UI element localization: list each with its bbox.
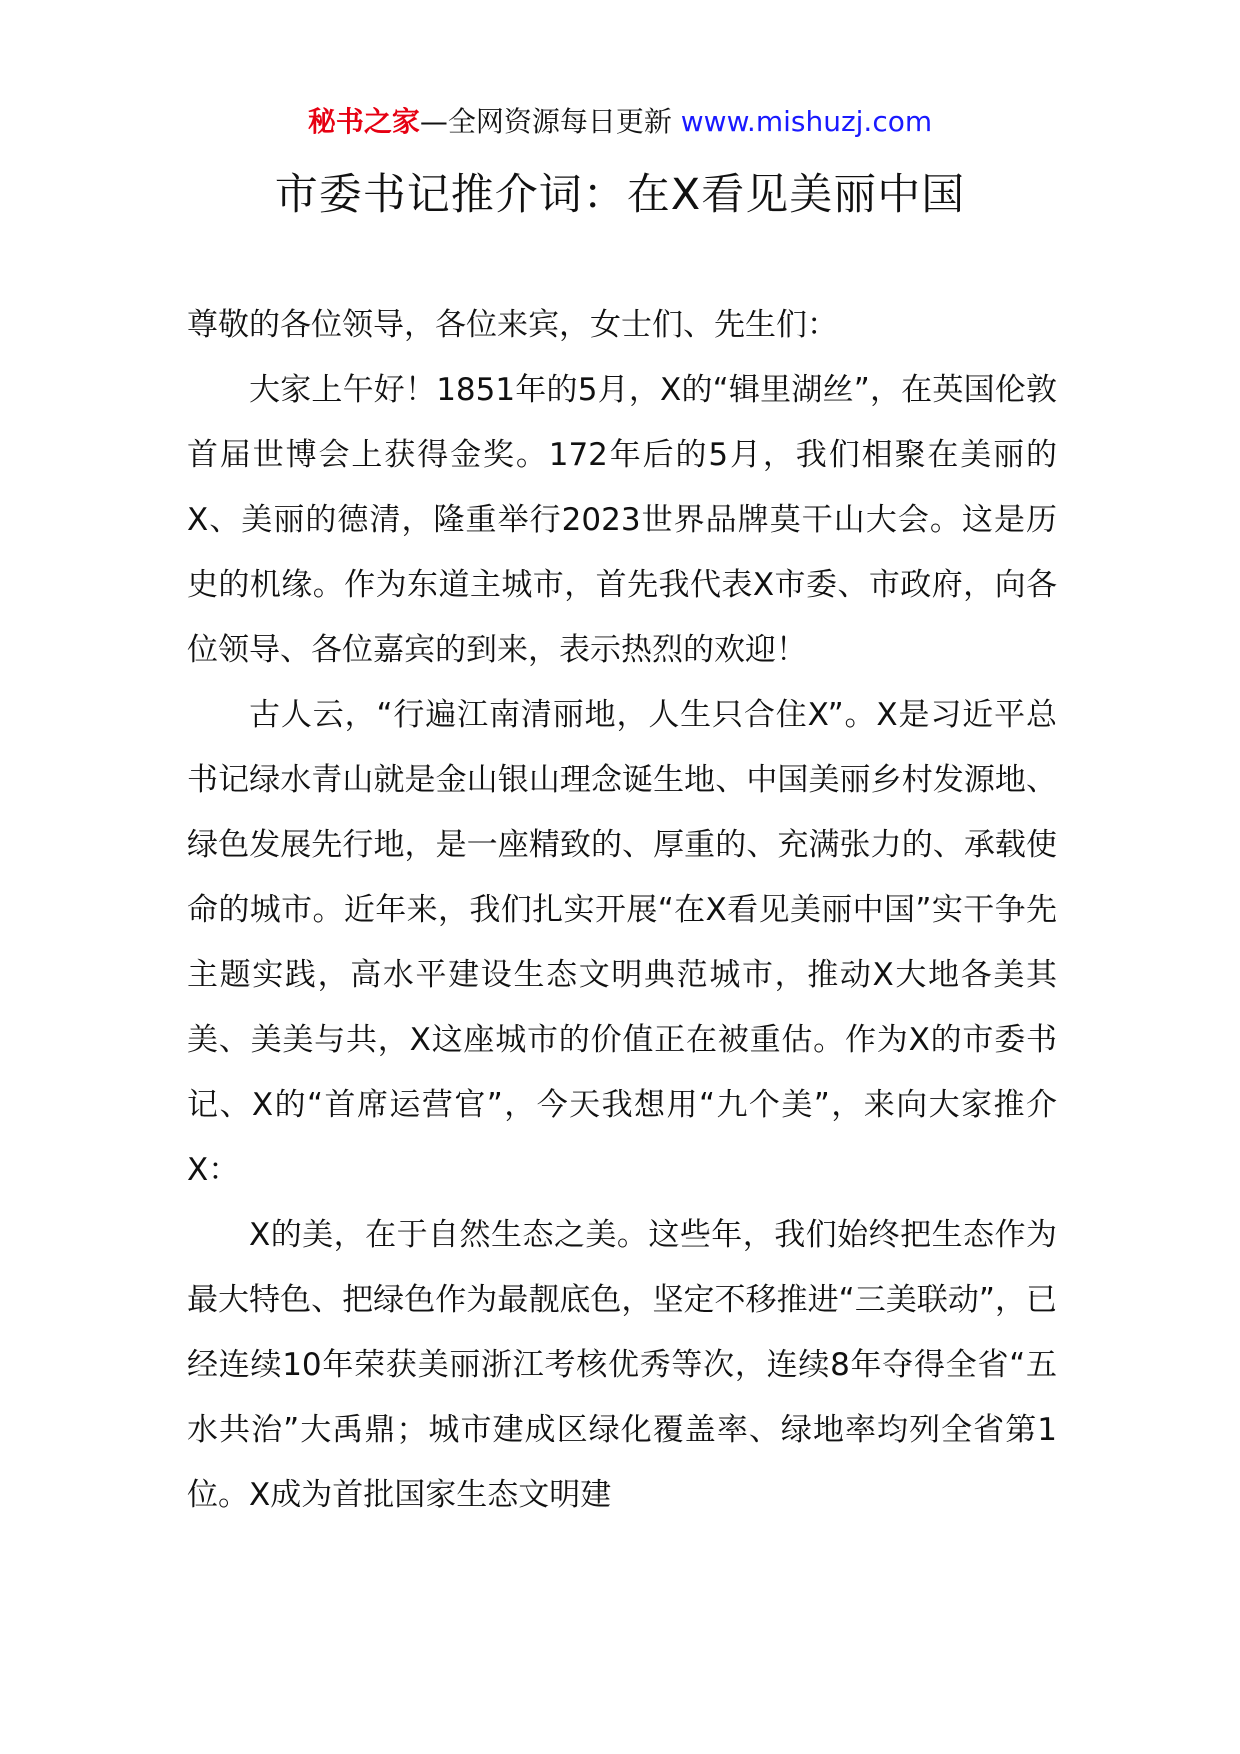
document-body xyxy=(187,293,1057,1528)
brand-name: 秘书之家 xyxy=(307,105,420,138)
salutation: 尊敬的各位领导，各位来宾，女士们、先生们： xyxy=(187,307,838,343)
paragraph-2: 古人云，“行遍江南清丽地，人生只合住X”。X是习近平总书记绿水青山就是金山银山理念诞生地、中国美丽乡村发源地、绿色发展先行地，是一座精致的、厚重的、充满张力的、承载使命的城市。近年来，我们扎实开展“在X看见美丽中国”实干争先主题实践，高水平建设生态文明典范城市，推动X大地各美其美、美美与共，X这座城市的价值正在被重估。作为X的市委书记、X的“首席运营官”，今天我想用“九个美”，来向大家推介X： xyxy=(187,697,1057,1188)
header-slogan: —全网资源每日更新 xyxy=(419,105,681,138)
site-header xyxy=(0,100,1240,144)
document-title: 市委书记推介词：在X看见美丽中国 xyxy=(274,170,966,220)
paragraph-3: X的美，在于自然生态之美。这些年，我们始终把生态作为最大特色、把绿色作为最靓底色，坚定不移推进“三美联动”，已经连续10年荣获美丽浙江考核优秀等次，连续8年夺得全省“五水共治”大禹鼎；城市建成区绿化覆盖率、绿地率均列全省第1位。X成为首批国家生态文明建 xyxy=(187,1217,1057,1513)
site-url-link[interactable]: www.mishuzj.com xyxy=(680,105,933,138)
paragraph-1: 大家上午好！1851年的5月，X的“辑里湖丝”，在英国伦敦首届世博会上获得金奖。172年后的5月，我们相聚在美丽的X、美丽的德清，隆重举行2023世界品牌莫干山大会。这是历史的机缘。作为东道主城市，首先我代表X市委、市政府，向各位领导、各位嘉宾的到来，表示热烈的欢迎！ xyxy=(187,372,1057,668)
